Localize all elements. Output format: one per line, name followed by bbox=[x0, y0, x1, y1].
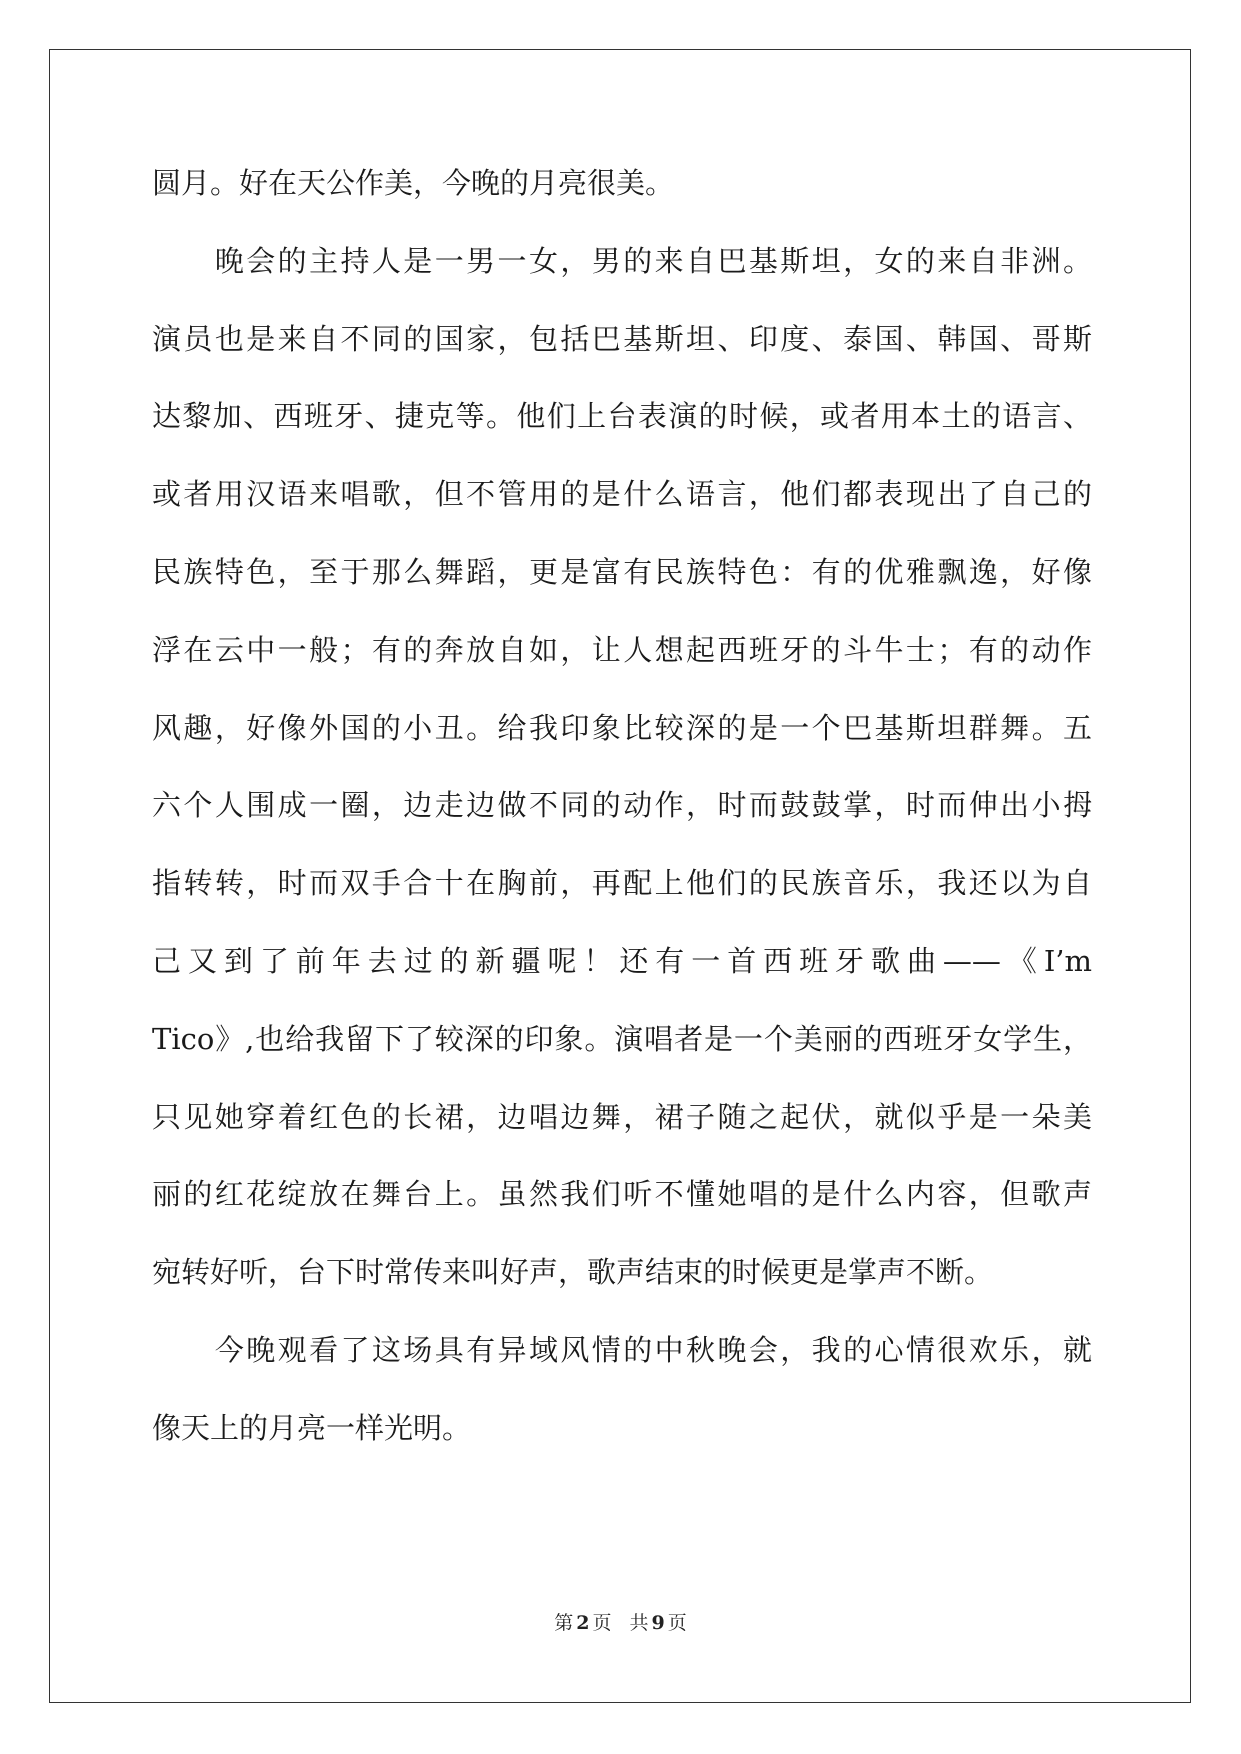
text-line: 或者用汉语来唱歌，但不管用的是什么语言，他们都表现出了自己的 bbox=[152, 477, 1092, 512]
text-line: 六个人围成一圈，边走边做不同的动作，时而鼓鼓掌，时而伸出小拇 bbox=[152, 788, 1092, 823]
text-line: 达黎加、西班牙、捷克等。他们上台表演的时候，或者用本土的语言、 bbox=[152, 399, 1092, 434]
text-line: 风趣，好像外国的小丑。给我印象比较深的是一个巴基斯坦群舞。五 bbox=[152, 710, 1092, 745]
text-line: 浮在云中一般；有的奔放自如，让人想起西班牙的斗牛士；有的动作 bbox=[152, 632, 1092, 667]
text-line: 己又到了前年去过的新疆呢！还有一首西班牙歌曲——《I’m bbox=[152, 943, 1092, 978]
document-body bbox=[152, 158, 1092, 1481]
current-page-number: 2 bbox=[576, 1612, 590, 1634]
text-line: 像天上的月亮一样光明。 bbox=[152, 1410, 472, 1445]
text-line: 圆月。好在天公作美，今晚的月亮很美。 bbox=[152, 166, 675, 200]
text-line: 丽的红花绽放在舞台上。虽然我们听不懂她唱的是什么内容，但歌声 bbox=[152, 1177, 1092, 1212]
page-number-label: 第 2 页 bbox=[554, 1612, 612, 1634]
text-line: 民族特色，至于那么舞蹈，更是富有民族特色：有的优雅飘逸，好像 bbox=[152, 554, 1092, 589]
text-line: Tico》,也给我留下了较深的印象。演唱者是一个美丽的西班牙女学生， bbox=[152, 1021, 1092, 1056]
text-line: 演员也是来自不同的国家，包括巴基斯坦、印度、泰国、韩国、哥斯 bbox=[152, 321, 1092, 356]
total-page-number: 9 bbox=[651, 1612, 665, 1634]
page-total-label: 共 9 页 bbox=[629, 1612, 687, 1634]
text-line: 宛转好听，台下时常传来叫好声，歌声结束的时候更是掌声不断。 bbox=[152, 1255, 994, 1290]
text-line: 晚会的主持人是一男一女，男的来自巴基斯坦，女的来自非洲。 bbox=[152, 243, 1092, 278]
page-footer bbox=[0, 1608, 1241, 1635]
text-line: 今晚观看了这场具有异域风情的中秋晚会，我的心情很欢乐，就 bbox=[152, 1332, 1092, 1367]
text-line: 只见她穿着红色的长裙，边唱边舞，裙子随之起伏，就似乎是一朵美 bbox=[152, 1099, 1092, 1134]
text-line: 指转转，时而双手合十在胸前，再配上他们的民族音乐，我还以为自 bbox=[152, 866, 1092, 901]
